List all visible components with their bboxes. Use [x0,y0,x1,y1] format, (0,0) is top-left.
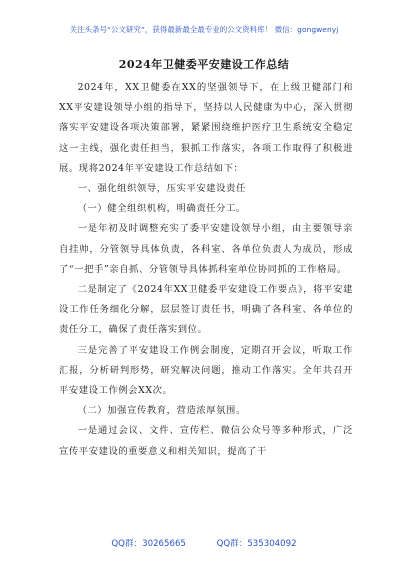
footer-contacts [0,537,408,549]
document-title: 2024年卫健委平安建设工作总结 [118,58,290,71]
promo-banner[interactable]: 关注头条号“公文研究”，获得最新最全最专业的公文资料库！ 微信：gongwenyj [69,25,339,34]
subsection-heading: （二）加强宣传教育，营造浓厚氛围。 [77,405,246,417]
body-paragraph: 三是完善了平安建设工作例会制度，定期召开会议，听取工作汇报，分析研判形势，研究解决问题，推动工作落实。全年共召开平安建设工作例会XX次。 [59,344,353,397]
qq-group-2[interactable]: QQ群：535304092 [216,539,297,549]
body-paragraph: 一是通过会议、文件、宣传栏、微信公众号等多种形式，广泛宣传平安建设的重要意义和相关知识，提高了干 [59,425,353,457]
subsection-heading: （一）健全组织机构，明确责任分工。 [77,203,246,215]
section-heading: 一、强化组织领导，压实平安建设责任 [77,183,246,195]
qq-group-1[interactable]: QQ群：30265665 [111,539,186,549]
body-paragraph: 一是年初及时调整充实了委平安建设领导小组，由主要领导亲自挂帅，分管领导具体负责，各科室、各单位负责人为成员，形成了“一把手”亲自抓、分管领导具体抓科室单位协同抓的工作格局。 [59,223,353,275]
intro-paragraph: 2024年，XX卫健委在XX的坚强领导下，在上级卫健部门和XX平安建设领导小组的指导下，坚持以人民健康为中心，深入贯彻落实平安建设各项决策部署，紧紧围绕维护医疗卫生系统安全稳定这一主线，强化责任担当，狠抓工作落实，各项工作取得了积极进展。现将2024年平安建设工作总结如下： [59,82,353,174]
document-body [59,78,353,462]
body-paragraph: 二是制定了《2024年XX卫健委平安建设工作要点》，将平安建设工作任务细化分解，层层签订责任书，明确了各科室、各单位的责任分工，确保了责任落实到位。 [59,284,353,336]
